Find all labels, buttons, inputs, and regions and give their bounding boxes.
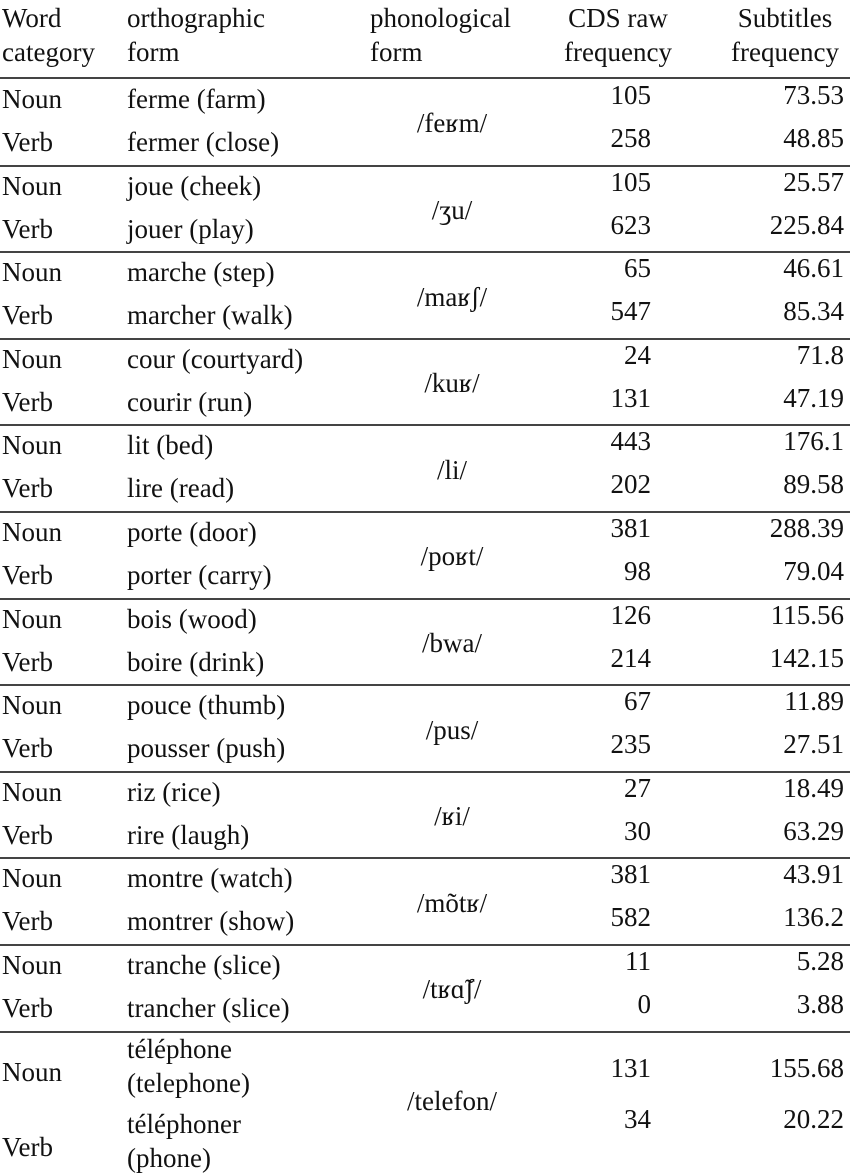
- phonological-form: /pus/: [425, 714, 479, 745]
- word-category: Noun: [2, 950, 62, 980]
- cds-frequency: 235: [610, 729, 651, 760]
- word-category: Noun: [2, 690, 62, 721]
- word-category: Verb: [2, 1131, 53, 1162]
- phonological-form: /mõtʁ/: [416, 887, 488, 918]
- orthographic-form: trancher (slice): [127, 993, 290, 1023]
- subtitles-frequency: 288.39: [769, 513, 844, 543]
- phonological-form: /li/: [436, 454, 467, 485]
- row-divider: [0, 598, 850, 600]
- cds-frequency: 0: [637, 989, 651, 1019]
- phonological-form: /ʁi/: [434, 801, 470, 832]
- word-category: Noun: [2, 257, 62, 288]
- orthographic-form: courir (run): [127, 386, 253, 417]
- word-category: Verb: [2, 733, 53, 764]
- orthographic-form: jouer (play): [127, 213, 254, 244]
- orthographic-form: lit (bed): [127, 430, 214, 461]
- phonological-form: /poʁt/: [420, 541, 484, 572]
- subtitles-frequency: 3.88: [796, 989, 844, 1019]
- phonological-form: /tʁɑ̃ʃ/: [422, 974, 482, 1005]
- orthographic-form: montrer (show): [127, 906, 295, 937]
- cds-frequency: 27: [624, 772, 651, 803]
- subtitles-frequency: 25.57: [783, 166, 844, 197]
- cds-frequency: 67: [624, 686, 651, 717]
- subtitles-frequency: 27.51: [783, 729, 844, 760]
- subtitles-frequency: 89.58: [783, 469, 844, 500]
- orthographic-form: marcher (walk): [127, 300, 293, 331]
- row-divider: [0, 857, 850, 859]
- subtitles-frequency: 71.8: [796, 339, 844, 370]
- subtitles-frequency: 20.22: [783, 1103, 844, 1134]
- word-category: Noun: [2, 776, 62, 807]
- orthographic-form: ferme (farm): [127, 84, 266, 114]
- phonological-form: /ʒu/: [431, 194, 473, 225]
- row-divider: [0, 771, 850, 773]
- orthographic-form: joue (cheek): [127, 170, 262, 201]
- orthographic-form: riz (rice): [127, 776, 221, 807]
- cds-frequency: 24: [624, 339, 651, 370]
- cds-frequency: 381: [610, 859, 651, 890]
- cds-frequency: 443: [610, 426, 651, 457]
- orthographic-form: rire (laugh): [127, 819, 250, 850]
- subtitles-frequency: 176.1: [783, 426, 844, 457]
- word-category: Verb: [2, 993, 53, 1023]
- orthographic-form: téléphoner: [127, 1108, 241, 1139]
- orthographic-form: montre (watch): [127, 863, 293, 894]
- header-phonological: phonological form: [370, 3, 511, 67]
- subtitles-frequency: 136.2: [783, 902, 844, 933]
- word-category: Noun: [2, 1056, 62, 1087]
- word-category: Verb: [2, 300, 53, 331]
- row-divider: [0, 77, 850, 79]
- word-category: Verb: [2, 127, 53, 157]
- row-divider: [0, 165, 850, 167]
- word-category: Verb: [2, 646, 53, 677]
- word-category: Noun: [2, 170, 62, 201]
- subtitles-frequency: 11.89: [784, 686, 844, 717]
- orthographic-form: (phone): [127, 1142, 211, 1173]
- cds-frequency: 202: [610, 469, 651, 500]
- cds-frequency: 11: [625, 946, 651, 976]
- cds-frequency: 98: [624, 556, 651, 586]
- cds-frequency: 381: [610, 513, 651, 543]
- subtitles-frequency: 18.49: [783, 772, 844, 803]
- subtitles-frequency: 63.29: [783, 815, 844, 846]
- phonological-form: /bwa/: [422, 627, 482, 658]
- cds-frequency: 547: [610, 296, 651, 327]
- word-category: Noun: [2, 517, 62, 547]
- orthographic-form: bois (wood): [127, 603, 257, 634]
- cds-frequency: 105: [610, 80, 651, 110]
- phonological-form: /kuʁ/: [424, 368, 480, 399]
- cds-frequency: 258: [610, 123, 651, 153]
- cds-frequency: 30: [624, 815, 651, 846]
- row-divider: [0, 511, 850, 513]
- word-category: Verb: [2, 906, 53, 937]
- subtitles-frequency: 142.15: [769, 642, 844, 673]
- subtitles-frequency: 47.19: [783, 382, 844, 413]
- cds-frequency: 34: [624, 1103, 651, 1134]
- orthographic-form: marche (step): [127, 257, 275, 288]
- subtitles-frequency: 79.04: [783, 556, 844, 586]
- subtitles-frequency: 85.34: [783, 296, 844, 327]
- orthographic-form: téléphone: [127, 1033, 232, 1064]
- cds-frequency: 126: [610, 599, 651, 630]
- subtitles-frequency: 115.56: [770, 599, 844, 630]
- word-category: Noun: [2, 863, 62, 894]
- subtitles-frequency: 46.61: [783, 253, 844, 284]
- word-category: Verb: [2, 819, 53, 850]
- orthographic-form: tranche (slice): [127, 950, 281, 980]
- header-orthographic: orthographic form: [127, 3, 265, 67]
- cds-frequency: 214: [610, 642, 651, 673]
- subtitles-frequency: 155.68: [769, 1052, 844, 1083]
- orthographic-form: cour (courtyard): [127, 343, 304, 374]
- header-cds: CDS raw frequency: [564, 3, 672, 67]
- cds-frequency: 582: [610, 902, 651, 933]
- cds-frequency: 65: [624, 253, 651, 284]
- subtitles-frequency: 5.28: [796, 946, 844, 976]
- row-divider: [0, 251, 850, 253]
- header-subtitles: Subtitles frequency: [731, 3, 839, 67]
- phonological-form: /maʁʃ/: [416, 281, 488, 312]
- word-category: Verb: [2, 473, 53, 504]
- word-category: Noun: [2, 343, 62, 374]
- cds-frequency: 131: [610, 1052, 651, 1083]
- orthographic-form: porter (carry): [127, 560, 272, 590]
- cds-frequency: 623: [610, 209, 651, 240]
- row-divider: [0, 684, 850, 686]
- word-category: Noun: [2, 430, 62, 461]
- orthographic-form: pousser (push): [127, 733, 286, 764]
- orthographic-form: pouce (thumb): [127, 690, 286, 721]
- word-category: Noun: [2, 603, 62, 634]
- word-category: Verb: [2, 386, 53, 417]
- subtitles-frequency: 43.91: [783, 859, 844, 890]
- cds-frequency: 131: [610, 382, 651, 413]
- phonological-form: /telefon/: [407, 1085, 497, 1116]
- row-divider: [0, 944, 850, 946]
- row-divider: [0, 424, 850, 426]
- word-category: Verb: [2, 213, 53, 244]
- orthographic-form: fermer (close): [127, 127, 280, 157]
- row-divider: [0, 338, 850, 340]
- orthographic-form: (telephone): [127, 1067, 250, 1098]
- header-category: Word category: [2, 3, 95, 67]
- cds-frequency: 105: [610, 166, 651, 197]
- phonological-form: /feʁm/: [416, 108, 488, 139]
- orthographic-form: porte (door): [127, 517, 257, 547]
- word-category: Verb: [2, 560, 53, 590]
- orthographic-form: lire (read): [127, 473, 235, 504]
- subtitles-frequency: 73.53: [783, 80, 844, 110]
- subtitles-frequency: 48.85: [783, 123, 844, 153]
- subtitles-frequency: 225.84: [769, 209, 844, 240]
- orthographic-form: boire (drink): [127, 646, 265, 677]
- word-category: Noun: [2, 84, 62, 114]
